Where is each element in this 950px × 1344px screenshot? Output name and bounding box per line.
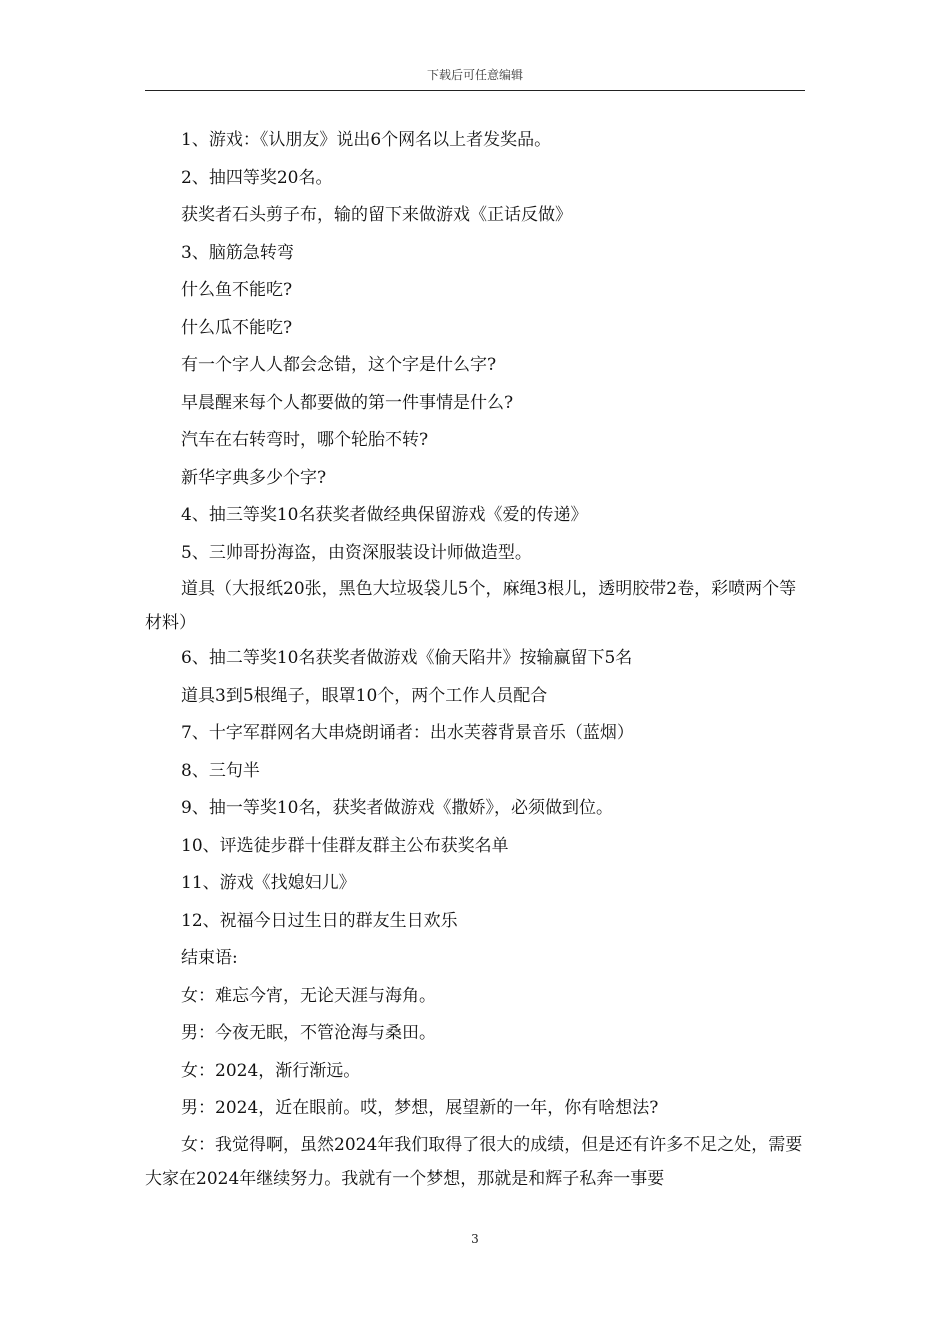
paragraph: 道具（大报纸20张，黑色大垃圾袋儿5个，麻绳3根儿，透明胶带2卷，彩喷两个等材料） — [145, 579, 797, 633]
paragraph: 什么瓜不能吃? — [181, 317, 293, 338]
paragraph: 结束语: — [181, 948, 238, 968]
paragraph: 5、三帅哥扮海盗，由资深服装设计师做造型。 — [181, 542, 532, 563]
document-body — [145, 122, 807, 1196]
paragraph: 9、抽一等奖10名，获奖者做游戏《撒娇》，必须做到位。 — [181, 798, 613, 818]
paragraph: 4、抽三等奖10名获奖者做经典保留游戏《爱的传递》 — [181, 505, 588, 525]
paragraph: 1、游戏：《认朋友》说出6个网名以上者发奖品。 — [181, 130, 552, 150]
paragraph: 男：今夜无眠，不管沧海与桑田。 — [181, 1023, 436, 1043]
paragraph: 什么鱼不能吃? — [181, 280, 293, 300]
paragraph: 2、抽四等奖20名。 — [181, 167, 333, 188]
paragraph: 女：我觉得啊，虽然2024年我们取得了很大的成绩，但是还有许多不足之处，需要大家在2024年继续努力。我就有一个梦想，那就是和辉子私奔一事要 — [145, 1134, 803, 1189]
paragraph: 8、三句半 — [181, 760, 260, 781]
paragraph: 10、评选徒步群十佳群友群主公布获奖名单 — [181, 835, 509, 856]
paragraph: 女：2024，渐行渐远。 — [181, 1060, 361, 1081]
paragraph: 获奖者石头剪子布，输的留下来做游戏《正话反做》 — [181, 205, 572, 225]
paragraph: 12、祝福今日过生日的群友生日欢乐 — [181, 910, 458, 931]
paragraph: 6、抽二等奖10名获奖者做游戏《偷天陷井》按输赢留下5名 — [181, 648, 633, 668]
page-number: 3 — [471, 1232, 479, 1246]
paragraph: 男：2024，近在眼前。哎，梦想，展望新的一年，你有啥想法? — [181, 1098, 659, 1118]
paragraph: 汽车在右转弯时，哪个轮胎不转? — [181, 430, 429, 450]
paragraph: 7、十字军群网名大串烧朗诵者：出水芙蓉背景音乐（蓝烟） — [181, 723, 634, 743]
paragraph: 女：难忘今宵，无论天涯与海角。 — [181, 985, 436, 1006]
header-rule — [145, 90, 805, 91]
paragraph: 早晨醒来每个人都要做的第一件事情是什么? — [181, 392, 514, 413]
paragraph: 有一个字人人都会念错，这个字是什么字? — [181, 355, 497, 375]
page-header: 下载后可任意编辑 — [426, 68, 523, 82]
paragraph: 新华字典多少个字? — [181, 467, 327, 488]
paragraph: 3、脑筋急转弯 — [181, 242, 294, 263]
paragraph: 道具3到5根绳子，眼罩10个，两个工作人员配合 — [181, 685, 548, 706]
paragraph: 11、游戏《找媳妇儿》 — [181, 873, 356, 893]
